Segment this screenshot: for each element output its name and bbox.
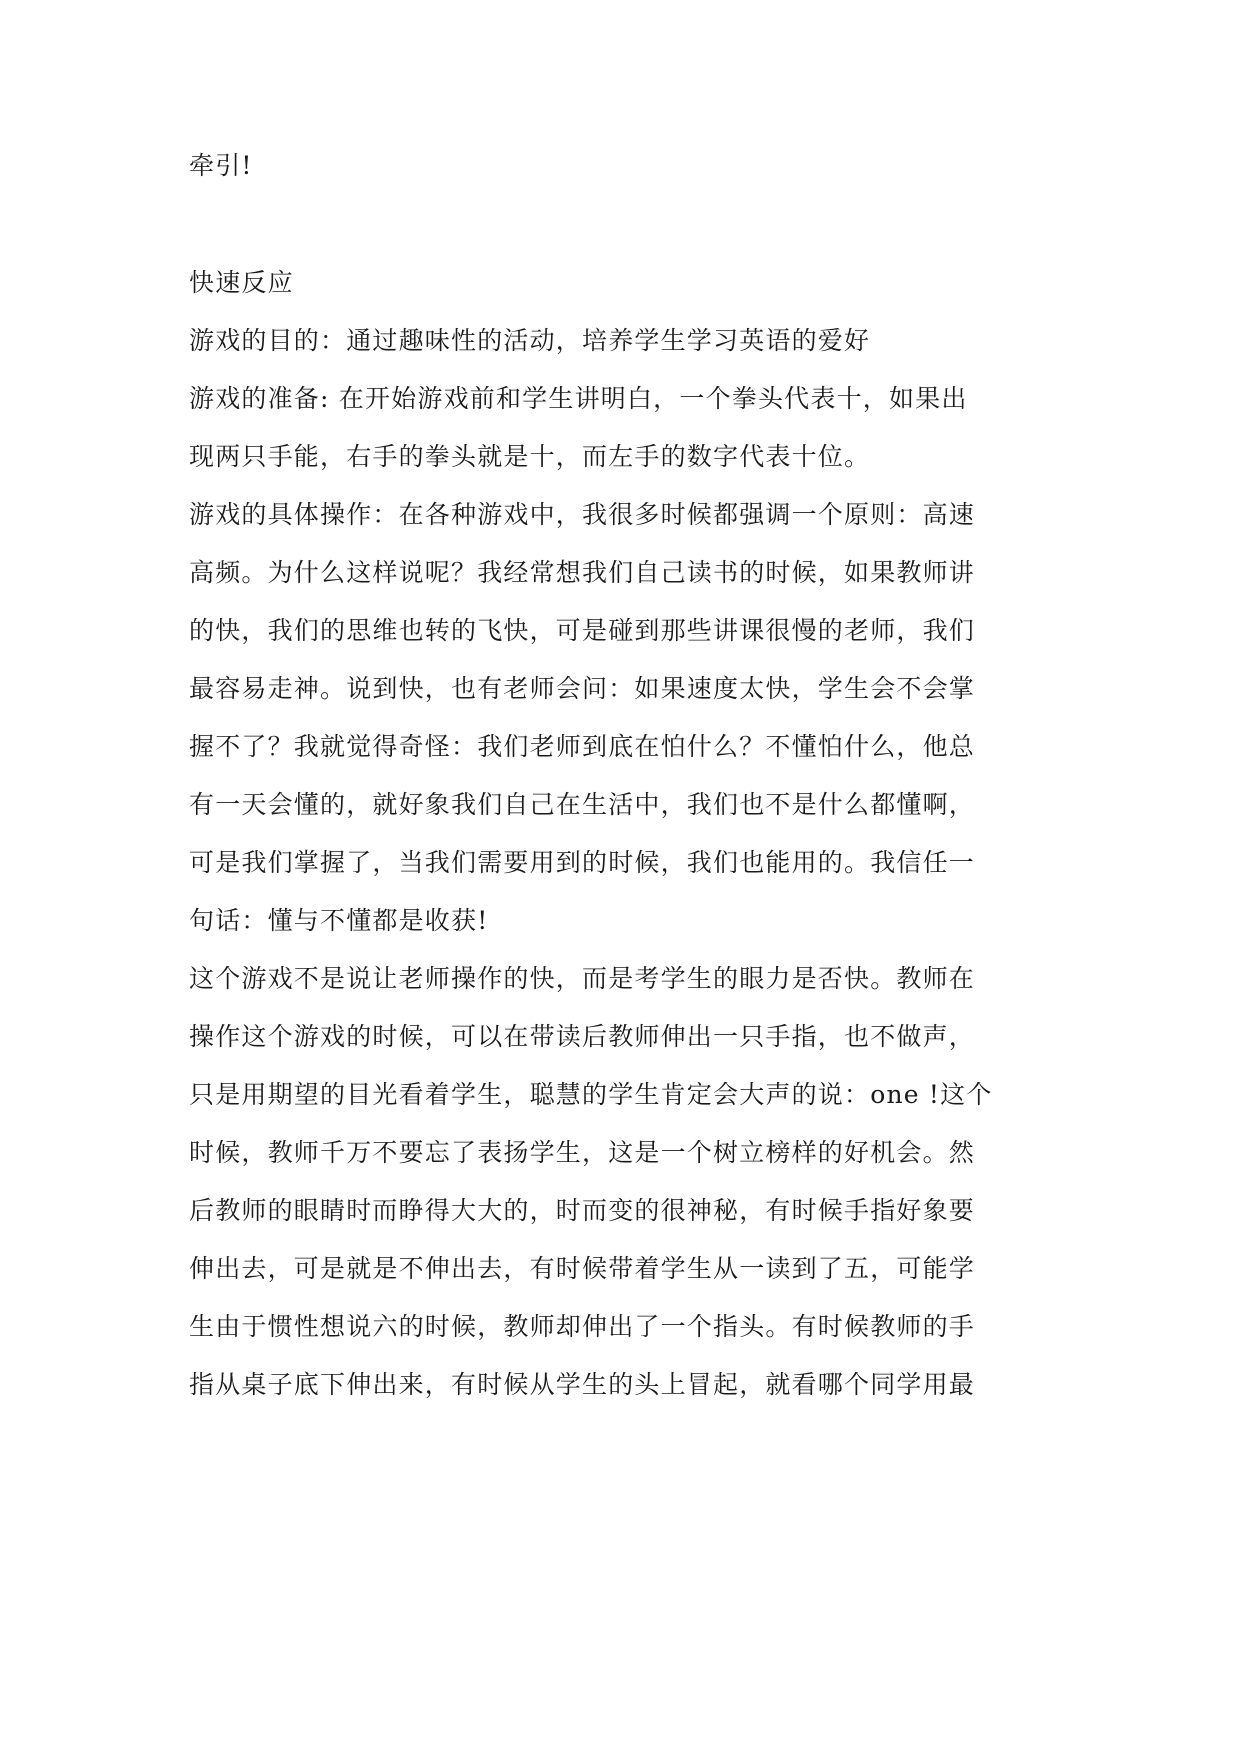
- text-line: 游戏的具体操作：在各种游戏中，我很多时候都强调一个原则：高速: [189, 500, 976, 529]
- text-line: 句话：懂与不懂都是收获!: [189, 906, 489, 935]
- text-line: 时候，教师千万不要忘了表扬学生，这是一个树立榜样的好机会。然: [189, 1138, 976, 1167]
- text-line: 高频。为什么这样说呢？我经常想我们自己读书的时候，如果教师讲: [189, 558, 976, 587]
- text-line: 操作这个游戏的时候，可以在带读后教师伸出一只手指，也不做声，: [189, 1022, 976, 1051]
- text-line: 最容易走神。说到快，也有老师会问：如果速度太快，学生会不会掌: [189, 674, 976, 703]
- text-line: 游戏的准备: 在开始游戏前和学生讲明白，一个拳头代表十，如果出: [189, 384, 968, 413]
- section-heading: 快速反应: [189, 268, 294, 297]
- text-line: 后教师的眼睛时而睁得大大的，时而变的很神秘，有时候手指好象要: [189, 1196, 976, 1225]
- text-line: 只是用期望的目光看着学生，聪慧的学生肯定会大声的说：one !这个: [189, 1080, 993, 1109]
- text-line: 可是我们掌握了，当我们需要用到的时候，我们也能用的。我信任一: [189, 848, 976, 877]
- text-line: 的快，我们的思维也转的飞快，可是碰到那些讲课很慢的老师，我们: [189, 616, 976, 645]
- text-line: 指从桌子底下伸出来，有时候从学生的头上冒起，就看哪个同学用最: [189, 1370, 976, 1399]
- text-line: 现两只手能，右手的拳头就是十，而左手的数字代表十位。: [189, 442, 871, 471]
- text-line: 有一天会懂的，就好象我们自己在生活中，我们也不是什么都懂啊，: [189, 790, 976, 819]
- text-line: 牵引!: [189, 151, 253, 180]
- text-line: 伸出去，可是就是不伸出去，有时候带着学生从一读到了五，可能学: [189, 1254, 976, 1283]
- text-line: 游戏的目的：通过趣味性的活动，培养学生学习英语的爱好: [189, 326, 871, 355]
- text-line: 生由于惯性想说六的时候，教师却伸出了一个指头。有时候教师的手: [189, 1312, 976, 1341]
- text-line: 这个游戏不是说让老师操作的快，而是考学生的眼力是否快。教师在: [189, 964, 976, 993]
- text-line: 握不了？我就觉得奇怪：我们老师到底在怕什么？不懂怕什么，他总: [189, 732, 976, 761]
